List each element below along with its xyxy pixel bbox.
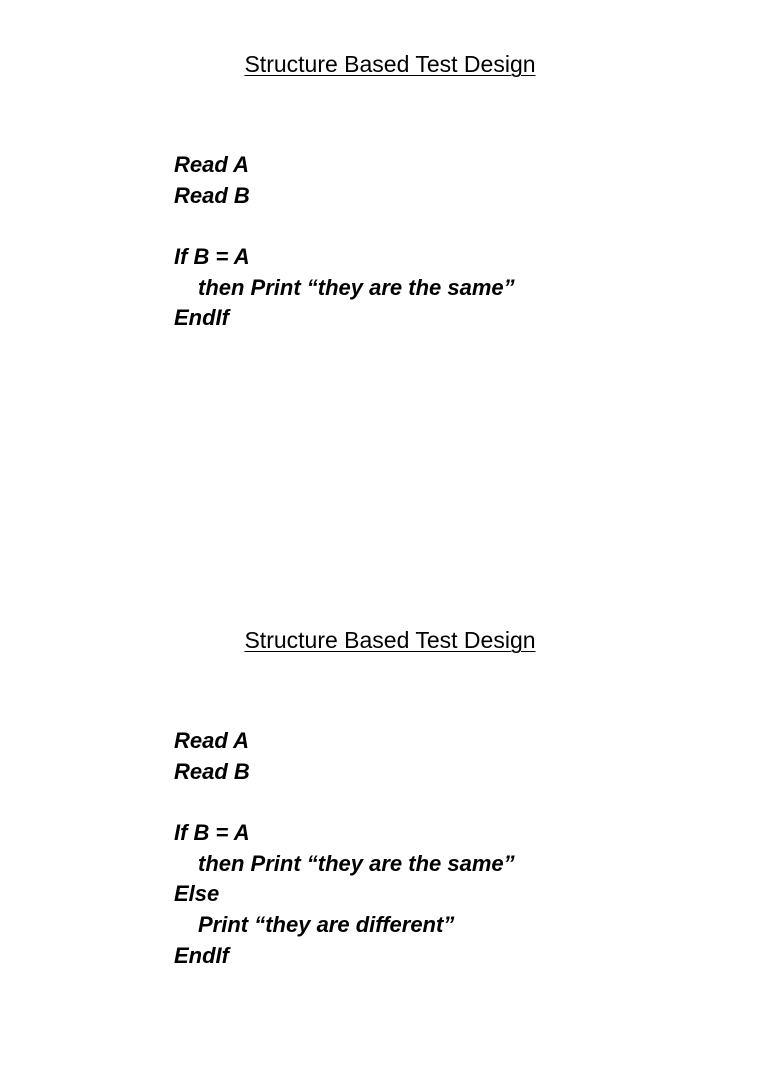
code-line: Read A — [174, 152, 249, 177]
code-line: Else — [174, 881, 220, 907]
code-line: Print “they are different” — [198, 912, 455, 938]
pseudocode-block — [174, 150, 515, 334]
code-line: Read A — [174, 728, 249, 753]
code-line: If B = A — [174, 244, 250, 270]
code-line: then Print “they are the same” — [198, 850, 515, 876]
slide-title: Structure Based Test Design — [244, 627, 536, 653]
code-line: then Print “they are the same” — [198, 274, 515, 300]
blank-line — [174, 787, 515, 818]
slide-1 — [0, 0, 768, 512]
blank-line — [174, 211, 515, 242]
code-line: Read B — [174, 182, 250, 208]
code-line: Read B — [174, 758, 250, 784]
code-line: If B = A — [174, 820, 250, 846]
code-line: EndIf — [174, 942, 229, 968]
slide-title: Structure Based Test Design — [244, 51, 536, 77]
code-line: EndIf — [174, 305, 229, 331]
slide-2 — [0, 576, 768, 1088]
pseudocode-block — [174, 726, 515, 972]
